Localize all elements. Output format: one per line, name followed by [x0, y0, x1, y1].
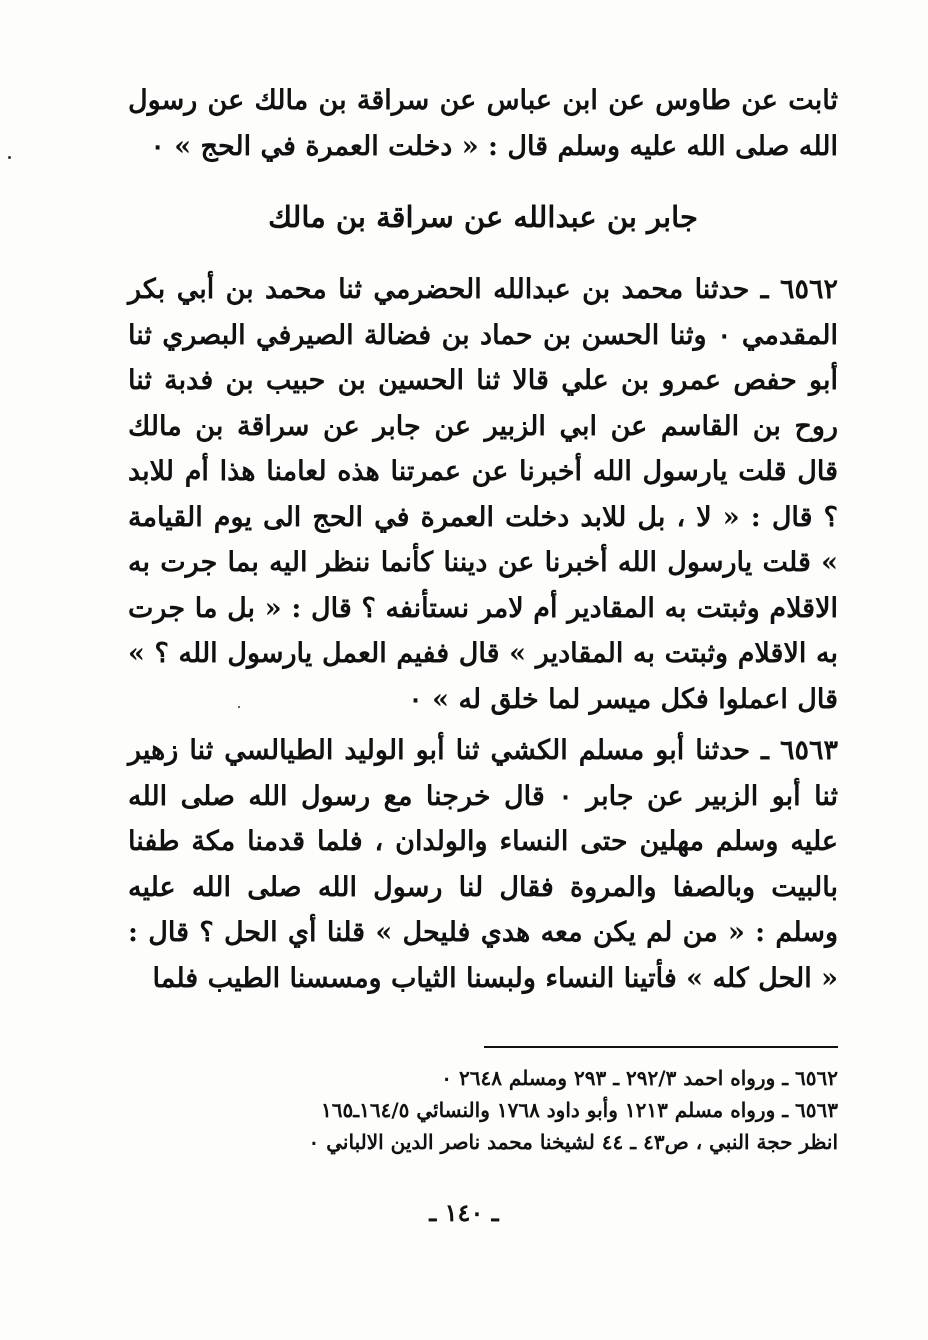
- hadith-6563-text: ـ حدثنا أبو مسلم الكشي ثنا أبو الوليد الطيالسي ثنا زهير ثنا أبو الزبير عن جابر ٠ قال خرجنا مع رسول الله صلى الله عليه وسلم مهلين حتى النساء والولدان ، فلما قدمنا مكة طفنا بالبيت وبالصفا والمروة فقال لنا رسول الله صلى الله عليه وسلم : « من لم يكن معه هدي فليحل » قلنا أي الحل ؟ قال : « الحل كله » فأتينا النساء ولبسنا الثياب ومسسنا الطيب فلما: [128, 735, 839, 994]
- section-heading: جابر بن عبدالله عن سراقة بن مالك: [268, 200, 698, 234]
- footnote-reference: انظر حجة النبي ، ص٤٣ ـ ٤٤ لشيخنا محمد ناصر الدين الالباني ٠: [308, 1130, 838, 1154]
- hadith-6563-number: ٦٥٦٣: [779, 735, 838, 766]
- footnote-6563: ٦٥٦٣ ـ ورواه مسلم ١٢١٣ وأبو داود ١٧٦٨ والنسائي ١٦٤/٥ـ١٦٥: [321, 1098, 838, 1122]
- scan-speck: [8, 156, 11, 159]
- hadith-6563: [128, 728, 838, 1001]
- hadith-6562-text: ـ حدثنا محمد بن عبدالله الحضرمي ثنا محمد بن أبي بكر المقدمي ٠ وثنا الحسن بن حماد بن فضالة الصيرفي البصري ثنا أبو حفص عمرو بن علي قالا ثنا الحسين بن حبيب بن فدبة ثنا روح بن القاسم عن ابي الزبير عن جابر عن سراقة بن مالك قال قلت يارسول الله أخبرنا عن عمرتنا هذه لعامنا هذا أم للابد ؟ قال : « لا ، بل للابد دخلت العمرة في الحج الى يوم القيامة » قلت يارسول الله أخبرنا عن ديننا كأنما ننظر اليه بما جرت به الاقلام وثبتت به المقادير أم لامر نستأنفه ؟ قال : « بل ما جرت به الاقلام وثبتت به المقادير » قال ففيم العمل يارسول الله ؟ » قال اعملوا فكل ميسر لما خلق له » ٠: [128, 274, 838, 715]
- page-number: ـ ١٤٠ ـ: [429, 1198, 499, 1227]
- footnote-divider: [484, 1046, 838, 1048]
- footnotes: [128, 1062, 838, 1158]
- footnote-6562: ٦٥٦٢ ـ ورواه احمد ٢٩٢/٣ ـ ٢٩٣ ومسلم ٢٦٤٨ ٠: [441, 1066, 838, 1090]
- main-text-block: [128, 78, 838, 1001]
- hadith-6562: [128, 267, 838, 722]
- hadith-6562-number: ٦٥٦٢: [779, 274, 838, 305]
- scan-speck: [238, 706, 240, 708]
- intro-paragraph: ثابت عن طاوس عن ابن عباس عن سراقة بن مالك عن رسول الله صلى الله عليه وسلم قال : « دخلت العمرة في الحج » ٠: [128, 85, 838, 162]
